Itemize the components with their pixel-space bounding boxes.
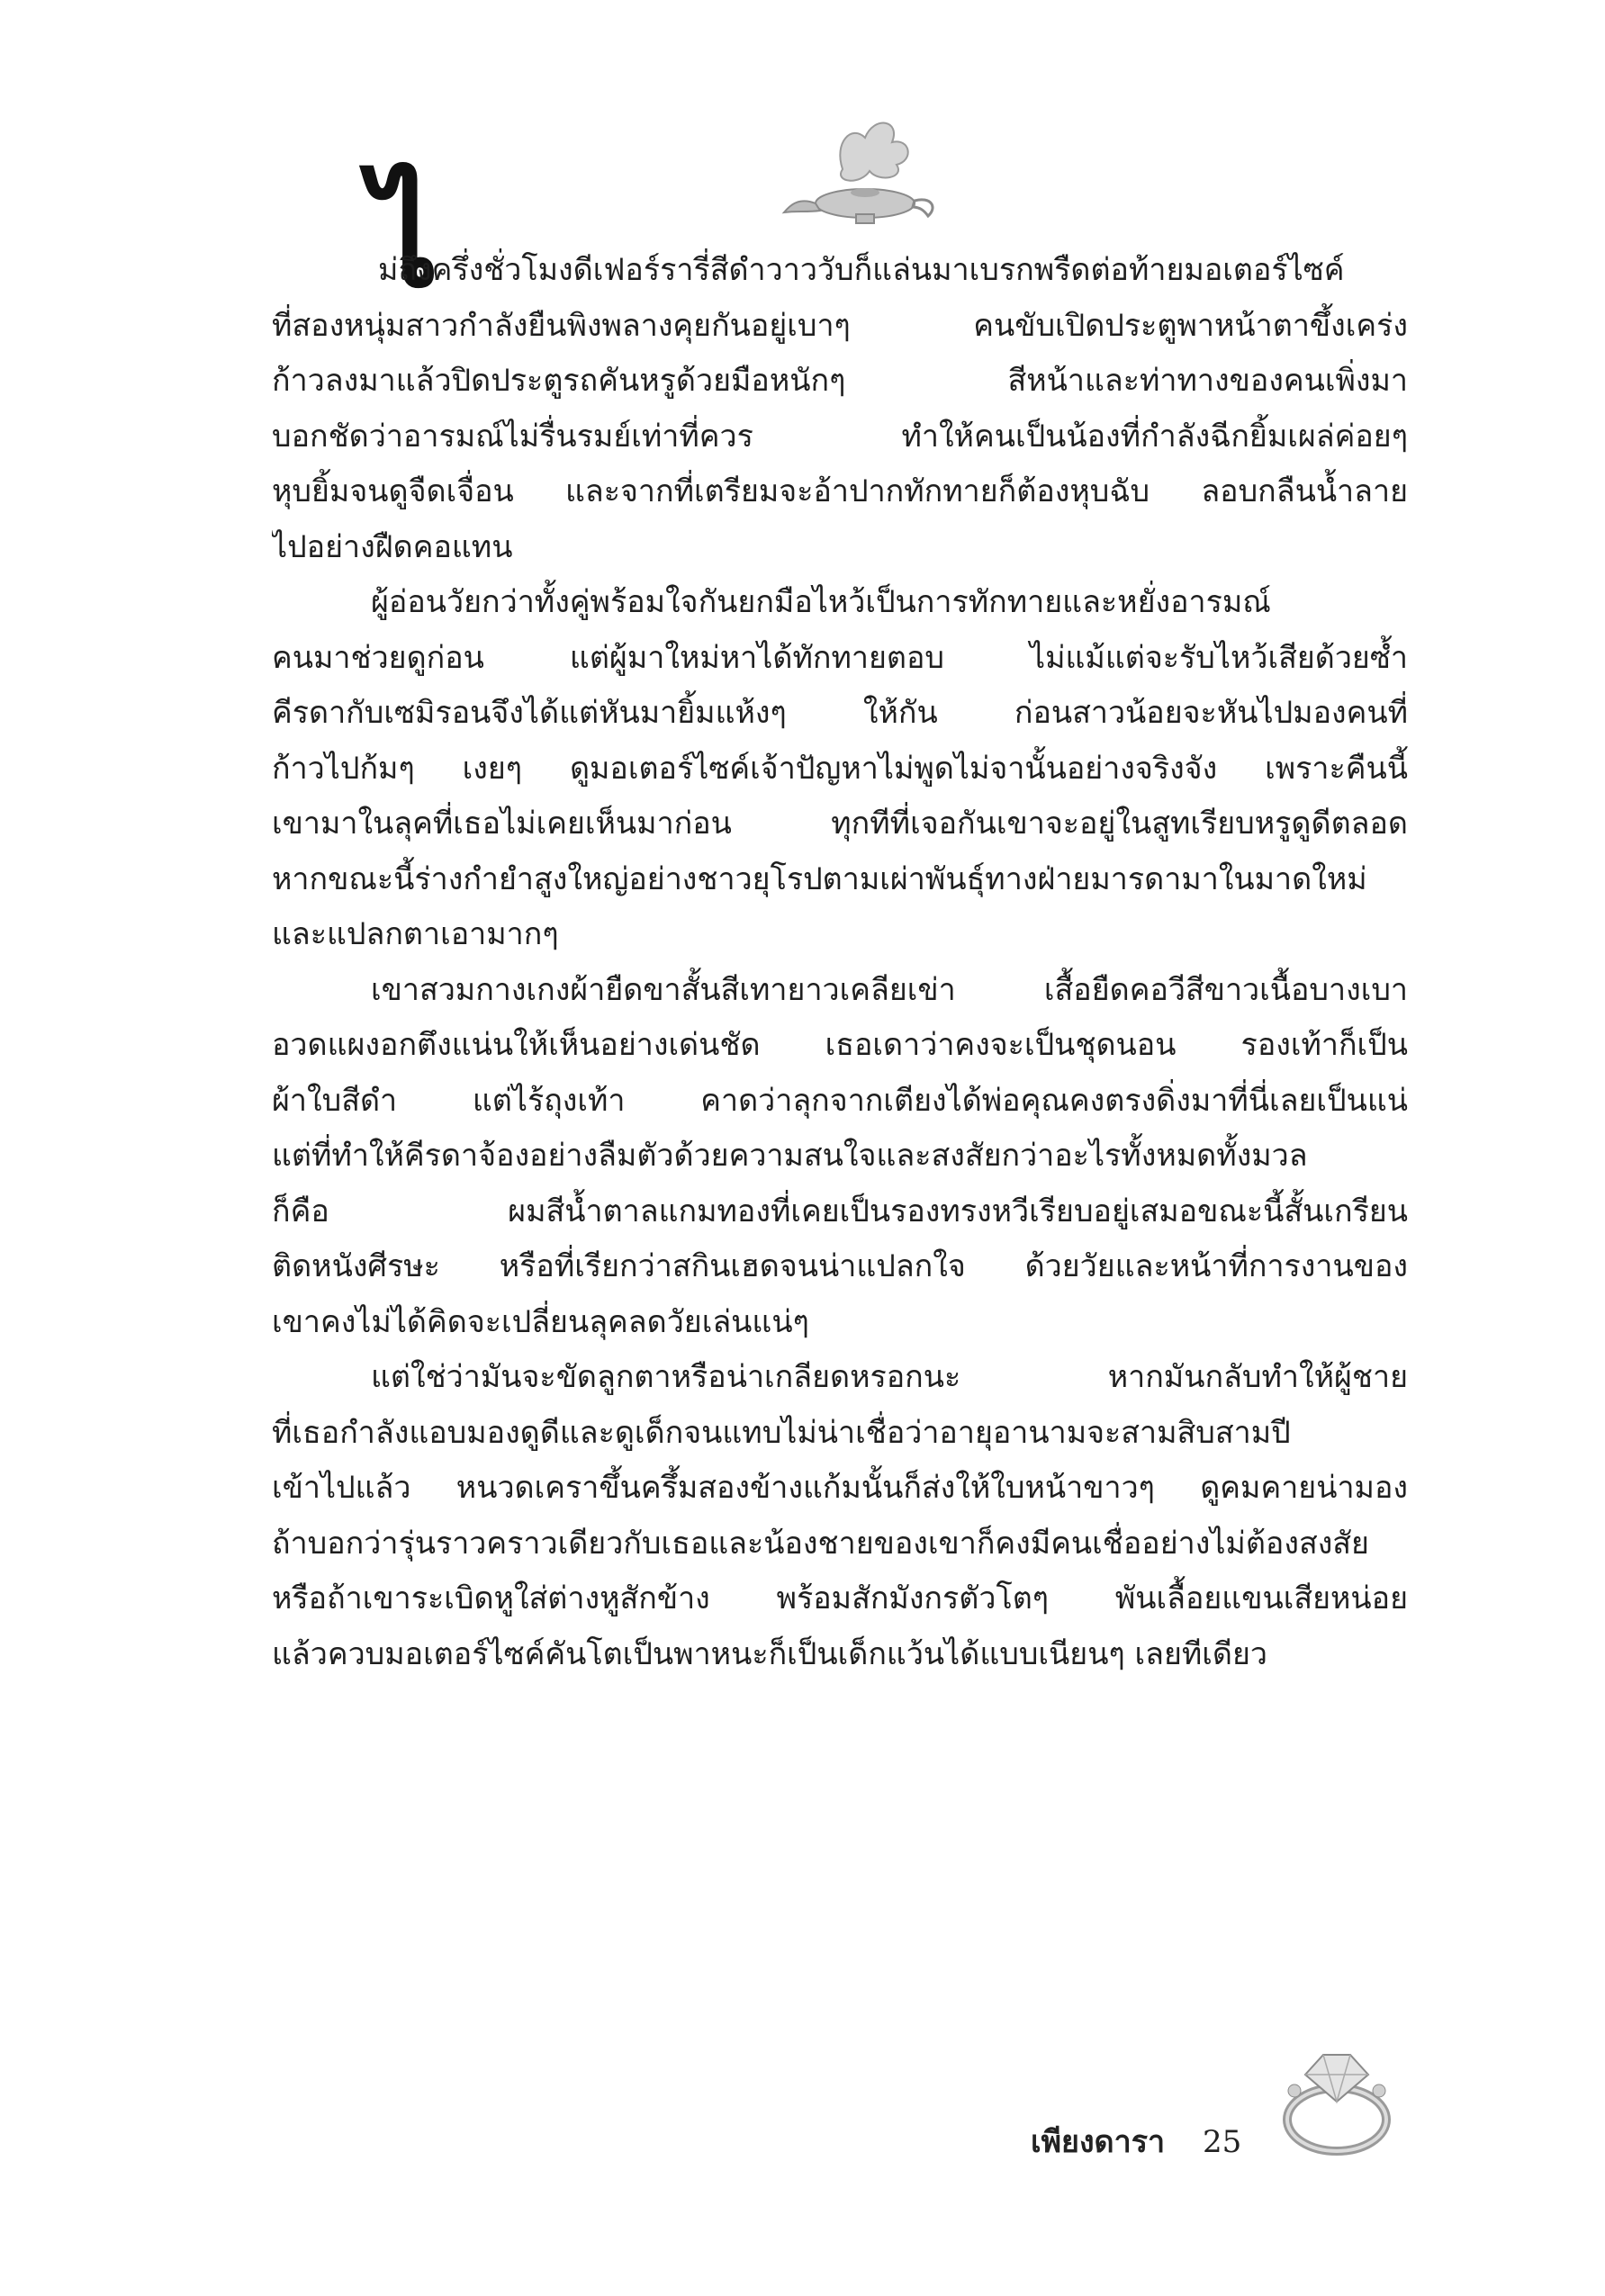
text-line: และแปลกตาเอามากๆ <box>272 916 559 952</box>
text-line: เขาสวมกางเกงผ้ายืดขาสั้นสีเทายาวเคลียเข่า เสื้อยืดคอวีสีขาวเนื้อบางเบา <box>371 971 1408 1008</box>
drop-cap: ไ <box>371 159 439 318</box>
text-line: ก้าวไปก้มๆ เงยๆ ดูมอเตอร์ไซค์เจ้าปัญหาไม่พูดไม่จานั้นอย่างจริงจัง เพราะคืนนี้ <box>272 750 1408 787</box>
text-line: ที่เธอกำลังแอบมองดูดีและดูเด็กจนแทบไม่น่าเชื่อว่าอายุอานามจะสามสิบสามปี <box>272 1414 1291 1451</box>
paragraph <box>272 1350 1408 1682</box>
text-line: ผ้าใบสีดำ แต่ไร้ถุงเท้า คาดว่าลุกจากเตียงได้พ่อคุณคงตรงดิ่งมาที่นี่เลยเป็นแน่ <box>272 1082 1408 1119</box>
diamond-ring-icon <box>1260 2039 1404 2165</box>
text-line: หุบยิ้มจนดูจืดเจื่อน และจากที่เตรียมจะอ้าปากทักทายก็ต้องหุบฉับ ลอบกลืนน้ำลาย <box>272 473 1408 509</box>
page-footer <box>1031 2117 1241 2165</box>
magic-lamp-icon <box>780 106 942 232</box>
text-line: หรือถ้าเขาระเบิดหูใส่ต่างหูสักข้าง พร้อมสักมังกรตัวโตๆ พันเลื้อยแขนเสียหน่อย <box>272 1580 1408 1616</box>
text-line: เขามาในลุคที่เธอไม่เคยเห็นมาก่อน ทุกทีที่เจอกันเขาจะอยู่ในสูทเรียบหรูดูดีตลอด <box>272 806 1408 842</box>
text-line: คีรดากับเซมิรอนจึงได้แต่หันมายิ้มแห้งๆ ให้กัน ก่อนสาวน้อยจะหันไปมองคนที่ <box>272 695 1408 731</box>
text-line: เข้าไปแล้ว หนวดเคราขึ้นครึ้มสองข้างแก้มนั้นก็ส่งให้ใบหน้าขาวๆ ดูคมคายน่ามอง <box>272 1470 1408 1506</box>
text-line: เขาคงไม่ได้คิดจะเปลี่ยนลุคลดวัยเล่นแน่ๆ <box>272 1303 809 1340</box>
text-line: แต่ที่ทำให้คีรดาจ้องอย่างลืมตัวด้วยความสนใจและสงสัยกว่าอะไรทั้งหมดทั้งมวล <box>272 1138 1308 1174</box>
text-line: ก้าวลงมาแล้วปิดประตูรถคันหรูด้วยมือหนักๆ สีหน้าและท่าทางของคนเพิ่งมา <box>272 363 1408 399</box>
text-line: ม่ถึงครึ่งชั่วโมงดีเฟอร์รารี่สีดำวาววับก็แล่นมาเบรกพรืดต่อท้ายมอเตอร์ไซค์ <box>378 252 1345 288</box>
paragraph <box>272 243 1408 575</box>
text-line: ที่สองหนุ่มสาวกำลังยืนพิงพลางคุยกันอยู่เบาๆ คนขับเปิดประตูพาหน้าตาขึ้งเคร่ง <box>272 307 1408 344</box>
text-line: บอกชัดว่าอารมณ์ไม่รื่นรมย์เท่าที่ควร ทำให้คนเป็นน้องที่กำลังฉีกยิ้มเผล่ค่อยๆ <box>272 418 1408 455</box>
text-line: แล้วควบมอเตอร์ไซค์คันโตเป็นพาหนะก็เป็นเด็กแว้นได้แบบเนียนๆ เลยทีเดียว <box>272 1635 1268 1672</box>
text-line: ไปอย่างฝืดคอแทน <box>272 528 513 565</box>
paragraph <box>272 963 1408 1351</box>
text-line: คนมาช่วยดูก่อน แต่ผู้มาใหม่หาได้ทักทายตอบ ไม่แม้แต่จะรับไหว้เสียด้วยซ้ำ <box>272 639 1408 676</box>
text-line: ก็คือ ผมสีน้ำตาลแกมทองที่เคยเป็นรองทรงหวีเรียบอยู่เสมอขณะนี้สั้นเกรียน <box>272 1193 1408 1229</box>
text-line: หากขณะนี้ร่างกำยำสูงใหญ่อย่างชาวยุโรปตามเผ่าพันธุ์ทางฝ่ายมารดามาในมาดใหม่ <box>272 860 1367 897</box>
text-line: แต่ใช่ว่ามันจะขัดลูกตาหรือน่าเกลียดหรอกนะ หากมันกลับทำให้ผู้ชาย <box>371 1359 1408 1395</box>
page-number: 25 <box>1202 2124 1242 2160</box>
text-line: ผู้อ่อนวัยกว่าทั้งคู่พร้อมใจกันยกมือไหว้เป็นการทักทายและหยั่งอารมณ์ <box>371 584 1271 620</box>
text-line: ถ้าบอกว่ารุ่นราวคราวเดียวกับเธอและน้องชายของเขาก็คงมีคนเชื่ออย่างไม่ต้องสงสัย <box>272 1525 1369 1562</box>
book-title: เพียงดารา <box>1031 2124 1166 2160</box>
text-line: ติดหนังศีรษะ หรือที่เรียกว่าสกินเฮดจนน่าแปลกใจ ด้วยวัยและหน้าที่การงานของ <box>272 1248 1408 1284</box>
body-text <box>272 243 1408 1682</box>
text-line: อวดแผงอกตึงแน่นให้เห็นอย่างเด่นชัด เธอเดาว่าคงจะเป็นชุดนอน รองเท้าก็เป็น <box>272 1027 1408 1063</box>
paragraph <box>272 575 1408 963</box>
